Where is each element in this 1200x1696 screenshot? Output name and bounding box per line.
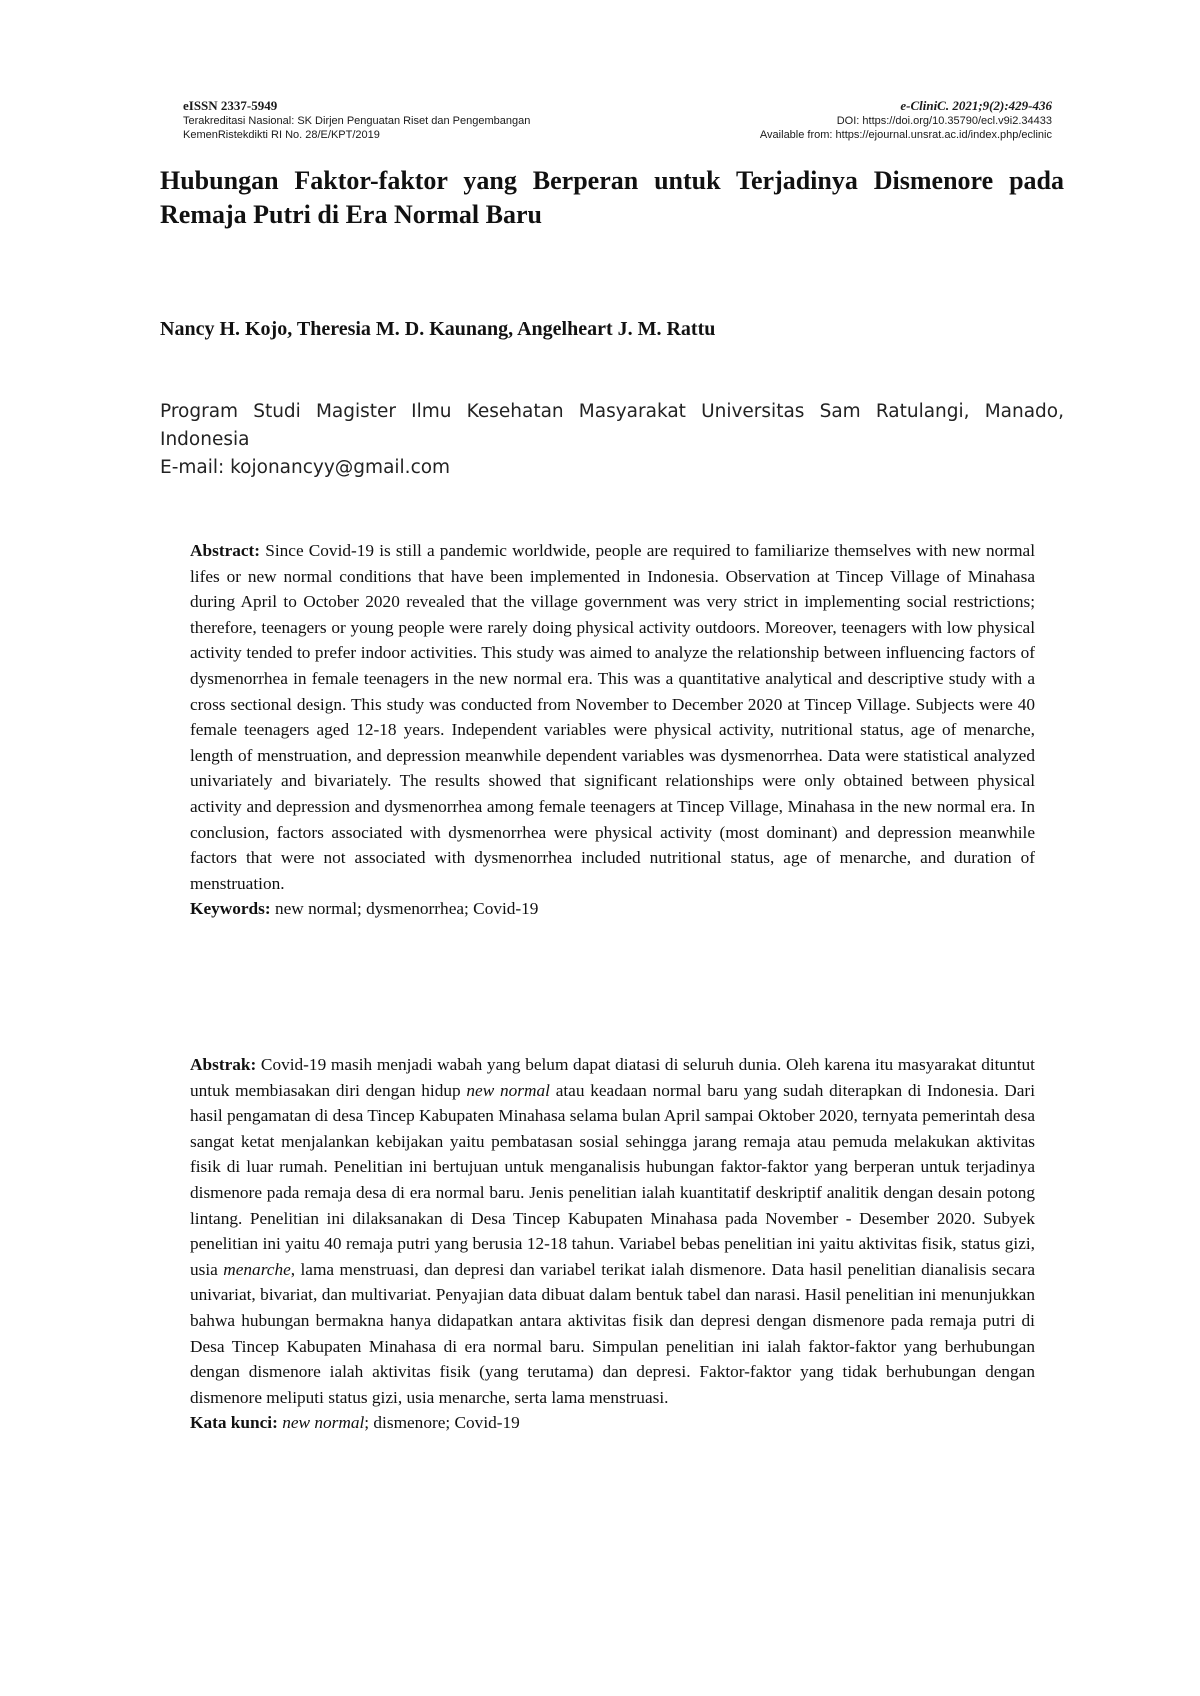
abstrak-italic-new-normal: new normal [466, 1080, 550, 1100]
accreditation-line-2: KemenRistekdikti RI No. 28/E/KPT/2019 [183, 129, 380, 141]
journal-header-right [632, 98, 1052, 142]
abstract-label: Abstract: [190, 541, 261, 560]
abstract-english-paragraph [190, 538, 1035, 896]
affiliation-text: Program Studi Magister Ilmu Kesehatan Masyarakat Universitas Sam Ratulangi, Manado, Indonesia [160, 401, 1064, 450]
abstract-english [190, 538, 1035, 922]
journal-header-left [183, 98, 643, 142]
keywords-text: new normal; dysmenorrhea; Covid-19 [274, 899, 539, 919]
kata-kunci-line [190, 1410, 1035, 1436]
author-affiliation-block [160, 398, 1064, 482]
abstract-indonesian [190, 1052, 1035, 1436]
abstrak-label: Abstrak: [190, 1055, 257, 1074]
abstrak-text-part-3: , lama menstruasi, dan depresi dan variabel terikat ialah dismenore. Data hasil penelitian dianalisis secara univariat, bivariat, dan multivariat. Penyajian data dibuat dalam bentuk tabel dan narasi. Hasil penelitian ini menunjukkan bahwa hubungan bermakna hanya didapatkan antara aktivitas fisik dan depresi dengan dismenore pada remaja putri di Desa Tincep Kabupaten Minahasa di era normal baru. Simpulan penelitian ini ialah faktor-faktor yang berhubungan dengan dismenore ialah aktivitas fisik (yang terutama) dan depresi. Faktor-faktor yang tidak berhubungan dengan dismenore meliputi status gizi, usia menarche, serta lama menstruasi. [190, 1259, 1035, 1407]
eissn-label: eISSN 2337-5949 [183, 98, 278, 113]
doi-link[interactable]: DOI: https://doi.org/10.35790/ecl.v9i2.34433 [836, 115, 1052, 127]
kata-kunci-italic: new normal [282, 1413, 365, 1433]
abstrak-text-part-1: Covid-19 masih menjadi wabah yang belum dapat diatasi di seluruh dunia. Oleh karena itu masyarakat dituntut untuk membiasakan diri dengan hidup [190, 1055, 1035, 1100]
abstrak-text-part-2: atau keadaan normal baru yang sudah diterapkan di Indonesia. Dari hasil pengamatan di desa Tincep Kabupaten Minahasa selama bulan April sampai Oktober 2020, ternyata pemerintah desa sangat ketat menjalankan kebijakan yaitu pembatasan sosial sehingga jarang remaja atau pemuda melakukan aktivitas fisik di luar rumah. Penelitian ini bertujuan untuk menganalisis hubungan faktor-faktor yang berperan untuk terjadinya dismenore pada remaja desa di era normal baru. Jenis penelitian ialah kuantitatif deskriptif analitik dengan desain potong lintang. Penelitian ini dilaksanakan di Desa Tincep Kabupaten Minahasa pada November - Desember 2020. Subyek penelitian ini yaitu 40 remaja putri yang berusia 12-18 tahun. Variabel bebas penelitian ini yaitu aktivitas fisik, status gizi, usia [190, 1080, 1035, 1279]
author-email[interactable]: E-mail: kojonancyy@gmail.com [160, 457, 451, 478]
keywords-label: Keywords: [190, 899, 271, 919]
kata-kunci-label: Kata kunci: [190, 1413, 278, 1433]
kata-kunci-rest: ; dismenore; Covid-19 [364, 1413, 520, 1433]
abstrak-paragraph [190, 1052, 1035, 1410]
abstrak-italic-menarche: menarche [223, 1259, 291, 1279]
keywords-line [190, 896, 1035, 922]
journal-citation: e-CliniC. 2021;9(2):429-436 [900, 98, 1052, 113]
abstract-text: Since Covid-19 is still a pandemic worldwide, people are required to familiarize themselves with new normal lifes or new normal conditions that have been implemented in Indonesia. Observation at Tincep Village of Minahasa during April to October 2020 revealed that the village government was very strict in implementing social restrictions; therefore, teenagers or young people were rarely doing physical activity outdoors. Moreover, teenagers with low physical activity tended to prefer indoor activities. This study was aimed to analyze the relationship between influencing factors of dysmenorrhea in female teenagers in the new normal era. This was a quantitative analytical and descriptive study with a cross sectional design. This study was conducted from November to December 2020 at Tincep Village. Subjects were 40 female teenagers aged 12-18 years. Independent variables were physical activity, nutritional status, age of menarche, length of menstruation, and depression meanwhile dependent variables was dysmenorrhea. Data were statistical analyzed univariately and bivariately. The results showed that significant relationships were only obtained between physical activity and depression and dysmenorrhea among female teenagers at Tincep Village, Minahasa in the new normal era. In conclusion, factors associated with dysmenorrhea were physical activity (most dominant) and depression meanwhile factors that were not associated with dysmenorrhea included nutritional status, age of menarche, and duration of menstruation. [190, 541, 1035, 893]
article-authors: Nancy H. Kojo, Theresia M. D. Kaunang, Angelheart J. M. Rattu [160, 318, 716, 340]
available-from-link[interactable]: Available from: https://ejournal.unsrat.ac.id/index.php/eclinic [759, 129, 1052, 141]
accreditation-line-1: Terakreditasi Nasional: SK Dirjen Penguatan Riset dan Pengembangan [183, 115, 531, 127]
article-title: Hubungan Faktor-faktor yang Berperan untuk Terjadinya Dismenore pada Remaja Putri di Era Normal Baru [160, 166, 1064, 229]
